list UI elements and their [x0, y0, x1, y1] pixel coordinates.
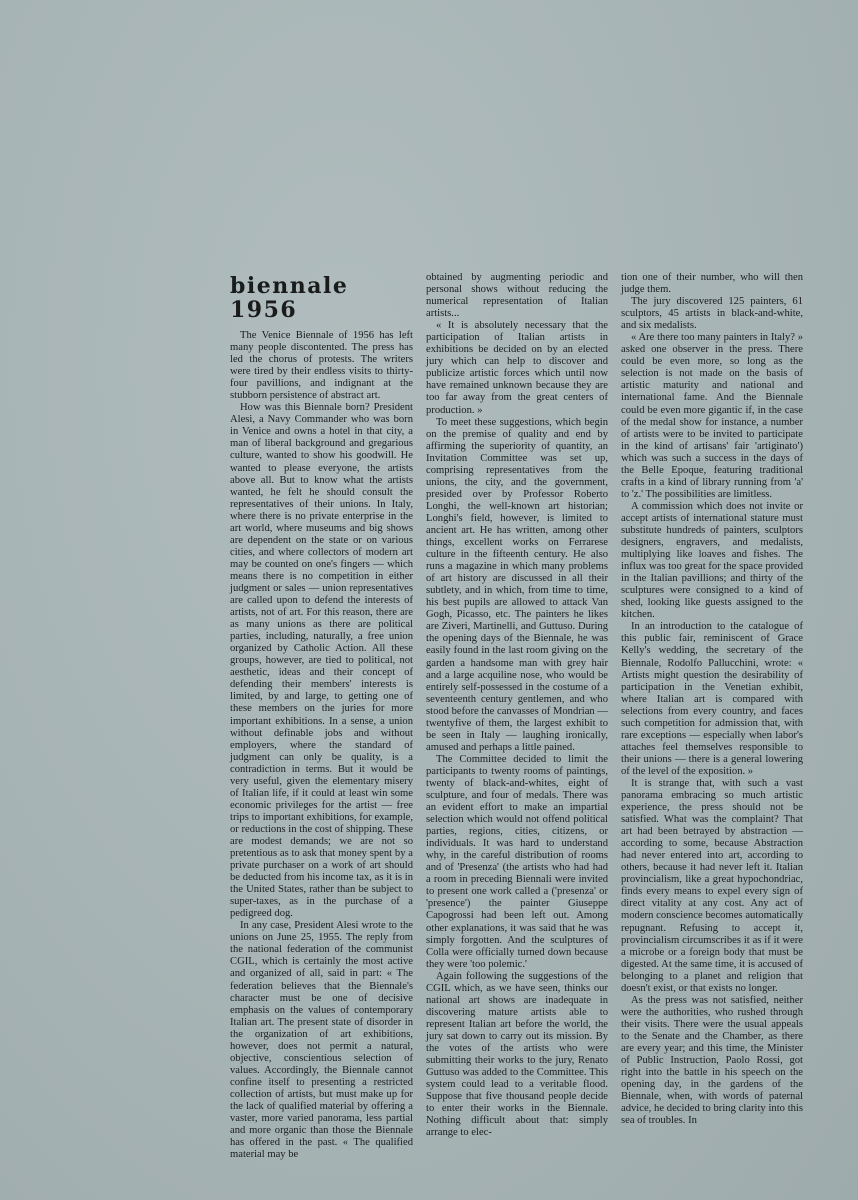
paragraph: tion one of their number, who will then judge them.	[621, 272, 803, 296]
paragraph: « Are there too many painters in Italy? » asked one observer in the press. There could be even more, so long as the selection is not made on the basis of artistic maturity and national and international fame. And the Biennale could be even more gigantic if, in the case of the medal show for instance, a number of artists were to be invited to participate in the kind of artisans' fair 'artiginato') which was such a success in the days of the Belle Epoque, featuring traditional crafts in a kind of library running from 'a' to 'z.' The possibilities are limitless.	[621, 332, 803, 500]
paragraph: To meet these suggestions, which begin on the premise of quality and end by affirming the superiority of quantity, an Invitation Committee was set up, comprising representatives from the unions, the city, and the government, presided over by Professor Roberto Longhi, the well-known art historian; Longhi's field, however, is limited to ancient art. He has written, among other things, excellent works on Ferrarese culture in the fifteenth century. He also runs a magazine in which many problems of art history are discussed in all their subtlety, and in which, from time to time, his best pupils are allowed to attack Van Gogh, Picasso, etc. The painters he likes are Ziveri, Martinelli, and Guttuso. During the opening days of the Biennale, he was easily found in the last room giving on the garden a handsome man with grey hair and a large acquiline nose, who would be entirely self-possessed in the costume of a seventeenth century gentlemen, and who stood before the canvasses of Mondrian — twentyfive of them, the largest exhibit to be seen in Italy — laughing ironically, amused and perhaps a little pained.	[426, 416, 608, 753]
article-title: biennale 1956	[230, 273, 349, 323]
paragraph: The Committee decided to limit the participants to twenty rooms of paintings, twenty of black-and-whites, eight of sculpture, and four of medals. There was an evident effort to make an impartial selection which would not offend political parties, regions, cities, citizens, or individuals. It was hard to understand why, in the careful distribution of rooms and of 'Presenza' (the artists who had had a room in preceding Biennali were invited to present one work called a ('presenza' or 'presence') the painter Giuseppe Capogrossi had been left out. Among other explanations, it was said that he was simply forgotten. And the sculptures of Colla were officially turned down because they were 'too polemic.'	[426, 753, 608, 970]
article-column-1	[230, 272, 413, 1161]
paragraph: The Venice Biennale of 1956 has left many people discontented. The press has led the chorus of protests. The writers were tired by their endless visits to thirty-four pavillions, and indignant at the stubborn persistence of abstract art.	[230, 330, 413, 402]
paragraph: The jury discovered 125 painters, 61 sculptors, 45 artists in black-and-white, and six medalists.	[621, 296, 803, 332]
paragraph: obtained by augmenting periodic and personal shows without reducing the numerical representation of Italian artists...	[426, 272, 608, 320]
paragraph: As the press was not satisfied, neither were the authorities, who rushed through their visits. There were the usual appeals to the Senate and the Chamber, as there are every year; and this time, the Minister of Public Instruction, Paolo Rossi, got right into the battle in his speech on the opening day, in the gardens of the Biennale, when, with words of paternal advice, he decided to bring clarity into this sea of troubles. In	[621, 994, 803, 1127]
paragraph: It is strange that, with such a vast panorama embracing so much artistic experience, the press should not be satisfied. What was the complaint? That art had been betrayed by abstraction — according to some, because Abstraction had never entered into art, according to others, because it had never left it. Italian provincialism, like a great hypochondriac, finds every means to expel every sign of direct vitality at any cost. Any act of modern conscience becomes automatically repugnant. Refusing to accept it, provincialism circumscribes it as if it were a microbe or a foreign body that must be digested. At the same time, it is accused of belonging to a planet and religion that doesn't exist, or that exists no longer.	[621, 777, 803, 994]
paragraph: How was this Biennale born? President Alesi, a Navy Commander who was born in Venice and owns a hotel in that city, a man of liberal background and gregarious culture, wanted to show his goodwill. He wanted to please everyone, the artists above all. But to know what the artists wanted, he felt he should consult the representatives of their unions. In Italy, where there is no private enterprise in the art world, where museums and big shows are dependent on the state or on various cities, and where collectors of modern art may be counted on one's fingers — which means there is no competition in either judgment or sales — union representatives are called upon to defend the interests of artists, not of art. For this reason, there are as many unions as there are political parties, including, naturally, a free union organized by Catholic Action. All these groups, however, are tied to political, not aesthetic, ideas and their concept of defending their members' interests is limited, by and large, to getting one of these members on the juries for more important exhibitions. In a sense, a union without definable jobs and without employers, where the standard of judgment can only be quality, is a contradiction in terms. But it would be very useful, given the elementary misery of Italian life, if it could at least win some economic privileges for the artist — free trips to important exhibitions, for example, or reductions in the cost of shipping. These are modest demands; we are not so pretentious as to ask that money spent by a private purchaser on a work of art should be deducted from his income tax, as it is in the United States, rather than be subject to super-taxes, as in the purchase of a pedigreed dog.	[230, 402, 413, 920]
paragraph: A commission which does not invite or accept artists of international stature must substitute hundreds of painters, sculptors designers, engravers, and medalists, multiplying like loaves and fishes. The influx was too great for the space provided in the Italian pavillions; and thirty of the sculptures were consigned to a kind of shed, looking like guests assigned to the kitchen.	[621, 500, 803, 621]
paragraph: « It is absolutely necessary that the participation of Italian artists in exhibitions be decided on by an elected jury which can help to discover and publicize artistic forces which until now have remained unknown because they are too far away from the great centers of production. »	[426, 320, 608, 416]
paragraph: In an introduction to the catalogue of this public fair, reminiscent of Grace Kelly's wedding, the secretary of the Biennale, Rodolfo Pallucchini, wrote: « Artists might question the desirability of participation in the Venetian exhibit, where Italian art is compared with selections from every country, and faces such competition for admission that, with rare exceptions — especially when labor's attaches feel themselves responsible to their unions — there is a general lowering of the level of the exposition. »	[621, 621, 803, 777]
paragraph: In any case, President Alesi wrote to the unions on June 25, 1955. The reply from the national federation of the communist CGIL, which is certainly the most active and organized of all, said in part: « The federation believes that the Biennale's character must be one of decisive emphasis on the values of contemporary Italian art. The present state of disorder in the organization of art exhibitions, however, does not permit a natural, objective, conscientious selection of values. Accordingly, the Biennale cannot confine itself to presenting a restricted collection of artists, but must make up for the lack of qualified material by offering a vaster, more varied panorama, less partial and more organic than those the Biennale has offered in the past. « The qualified material may be	[230, 920, 413, 1161]
paragraph: Again following the suggestions of the CGIL which, as we have seen, thinks our national art shows are inadequate in discovering mature artists able to represent Italian art before the world, the jury sat down to carry out its mission. By the votes of the artists who were submitting their works to the jury, Renato Guttuso was added to the Committee. This system could lead to a veritable flood. Suppose that five thousand people decide to enter their works in the Biennale. Nothing difficult about that: simply arrange to elec-	[426, 970, 608, 1139]
article-column-2	[426, 272, 608, 1139]
article-column-3	[621, 272, 803, 1127]
